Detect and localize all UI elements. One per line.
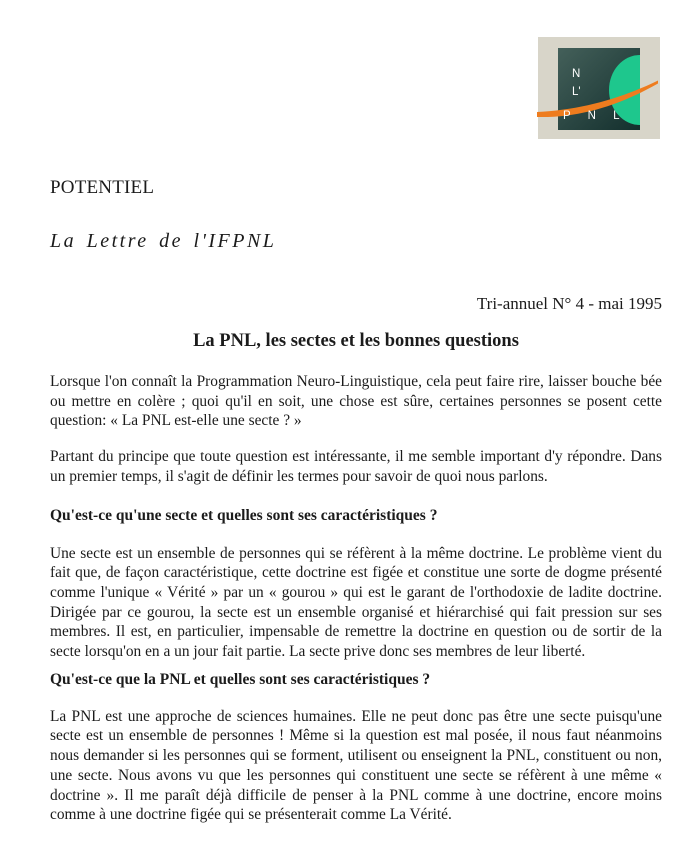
logo-letter-n: N [572,68,581,80]
paragraph-intro-2: Partant du principe que toute question est intéressante, il me semble important d'y répondre. Dans un premier temps, il s'agit de définir les termes pour savoir de quoi nous parlons. [50,448,662,485]
page-title: La PNL, les sectes et les bonnes questions [193,331,519,351]
paragraph-intro-1: Lorsque l'on connaît la Programmation Neuro-Linguistique, cela peut faire rire, laisser bouche bée ou mettre en colère ; quoi qu'il en soit, une chose est sûre, certaines personnes se posent cette question: « La PNL est-elle une secte ? » [50,373,662,430]
paragraph-pnl: La PNL est une approche de sciences humaines. Elle ne peut donc pas être une secte puisqu'une secte est un ensemble de personnes ! Même si la question est mal posée, il nous faut néanmoins nous demander si les personnes qui se forment, utilisent ou enseignent la PNL, constituent ou non, une secte. Nous avons vu que les personnes qui constituent une secte se réfèrent à une même « doctrine ». Il me paraît déjà difficile de penser à la PNL comme à une doctrine, encore moins comme à une doctrine figée qui se présenterait comme La Vérité. [50,707,662,824]
newsletter-title: La Lettre de l'IFPNL [50,230,277,252]
section-heading-pnl: Qu'est-ce que la PNL et quelles sont ses caractéristiques ? [50,670,431,688]
section-heading-secte: Qu'est-ce qu'une secte et quelles sont ses caractéristiques ? [50,506,438,524]
masthead: POTENTIEL [50,177,155,198]
logo-letters-pnl: P N L [563,110,627,122]
issue-line: Tri-annuel N° 4 - mai 1995 [476,294,662,313]
logo-letter-l: L' [572,86,581,98]
document-content [50,0,662,825]
paragraph-secte: Une secte est un ensemble de personnes qui se réfèrent à la même doctrine. Le problème vient du fait que, de façon caractéristique, cette doctrine est figée et constitue une sorte de dogme présenté comme l'unique « Vérité » par un « gourou » qui est le garant de l'orthodoxie de ladite doctrine. Dirigée par ce gourou, la secte est un ensemble organisé et hiérarchisé qui fait pression sur ses membres. Il est, en particulier, impensable de remettre la doctrine en question ou de sortir de la secte lorsqu'on en a un jour fait partie. La secte prive donc ses membres de leur liberté. [50,544,662,661]
